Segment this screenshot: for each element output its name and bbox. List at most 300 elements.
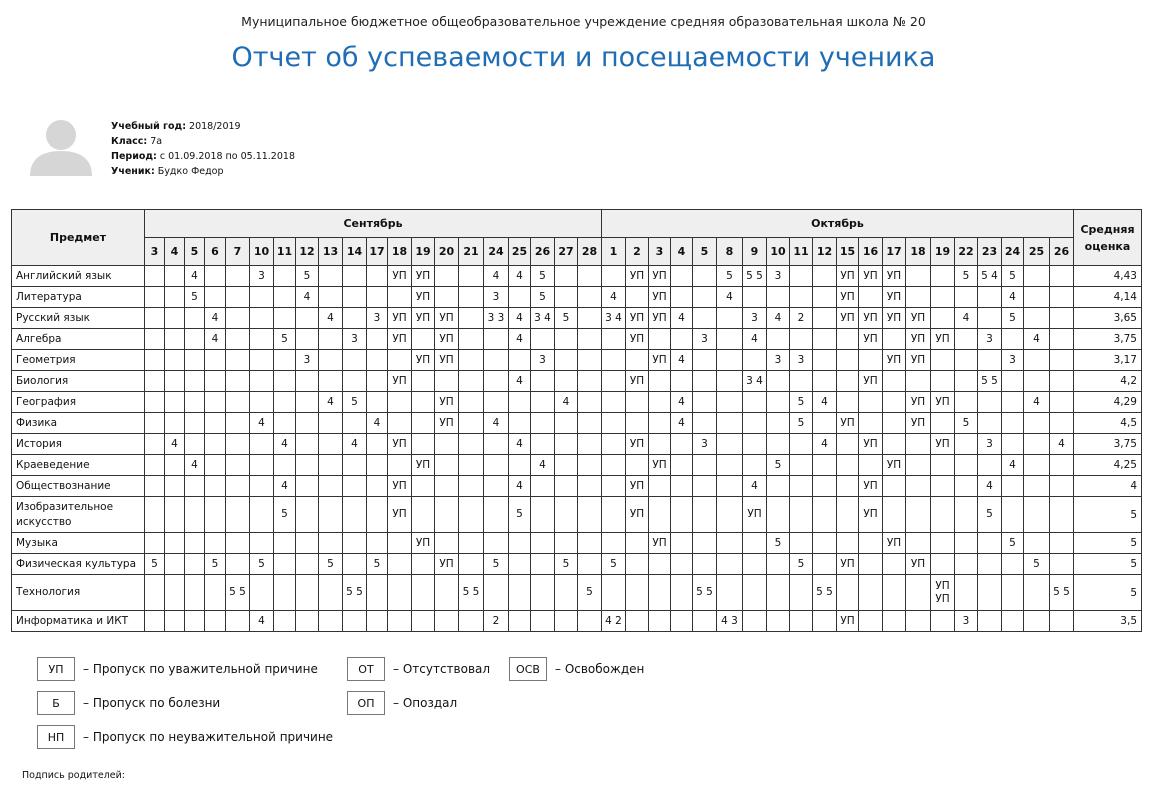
grade-cell: 4	[813, 434, 837, 455]
subject-name: Краеведение	[12, 455, 145, 476]
grade-cell	[165, 371, 185, 392]
legend-item-ot	[347, 657, 490, 681]
grade-cell	[274, 611, 296, 632]
grade-cell	[813, 476, 837, 497]
table-row	[12, 371, 1142, 392]
grade-cell	[435, 611, 459, 632]
grade-cell	[319, 476, 343, 497]
grade-cell	[555, 533, 578, 554]
grade-cell	[459, 266, 484, 287]
grade-cell: 5	[790, 413, 813, 434]
grade-cell	[367, 371, 388, 392]
grade-cell	[459, 476, 484, 497]
grade-cell	[931, 287, 955, 308]
grade-cell	[343, 611, 367, 632]
day-header: 24	[1002, 238, 1024, 266]
grade-cell	[693, 371, 717, 392]
student-line	[111, 164, 295, 179]
day-header: 12	[296, 238, 319, 266]
grade-cell	[671, 533, 693, 554]
grade-cell	[859, 575, 883, 611]
grade-cell	[205, 392, 226, 413]
table-row	[12, 266, 1142, 287]
grade-cell: 4	[205, 308, 226, 329]
grade-cell	[693, 392, 717, 413]
grade-cell	[1050, 455, 1074, 476]
grade-cell	[412, 392, 435, 413]
grade-cell	[367, 266, 388, 287]
grade-cell: 5	[250, 554, 274, 575]
grade-cell	[412, 611, 435, 632]
grade-cell	[319, 266, 343, 287]
grade-cell	[671, 611, 693, 632]
grade-cell: 4	[274, 476, 296, 497]
grade-cell	[767, 575, 790, 611]
grade-cell	[671, 497, 693, 533]
average-grade: 5	[1074, 497, 1142, 533]
grade-cell: 4	[1002, 287, 1024, 308]
school-year-line	[111, 119, 295, 134]
grade-cell	[693, 611, 717, 632]
grade-cell	[883, 371, 906, 392]
grade-cell	[343, 287, 367, 308]
grade-cell	[1024, 533, 1050, 554]
grade-cell: 5	[367, 554, 388, 575]
grade-cell	[226, 434, 250, 455]
grade-cell	[813, 554, 837, 575]
legend-item-np	[37, 725, 333, 749]
grade-cell	[185, 611, 205, 632]
grade-cell	[978, 455, 1002, 476]
legend-item-b	[37, 691, 220, 715]
grade-cell: 5	[555, 554, 578, 575]
grade-cell: 5 5	[693, 575, 717, 611]
grade-cell	[717, 476, 743, 497]
grade-cell	[145, 392, 165, 413]
grade-cell	[367, 329, 388, 350]
grade-cell	[555, 434, 578, 455]
grade-cell	[931, 554, 955, 575]
grade-cell	[250, 287, 274, 308]
class-line	[111, 134, 295, 149]
day-header: 10	[767, 238, 790, 266]
grade-cell	[388, 413, 412, 434]
grade-cell	[859, 533, 883, 554]
grade-cell	[388, 533, 412, 554]
grade-cell	[412, 497, 435, 533]
grade-cell	[343, 350, 367, 371]
grade-cell: 5 5	[343, 575, 367, 611]
grade-cell	[367, 575, 388, 611]
parent-signature-label: Подпись родителей:	[22, 770, 126, 781]
grade-cell	[145, 533, 165, 554]
subject-name: Алгебра	[12, 329, 145, 350]
grade-cell	[226, 371, 250, 392]
grade-cell	[388, 611, 412, 632]
grade-cell	[790, 611, 813, 632]
grade-cell	[693, 413, 717, 434]
grade-cell: УП	[412, 308, 435, 329]
grade-cell	[1050, 413, 1074, 434]
grade-cell	[978, 308, 1002, 329]
grade-cell	[165, 329, 185, 350]
average-grade: 3,75	[1074, 329, 1142, 350]
grade-cell	[484, 575, 509, 611]
grade-cell	[859, 455, 883, 476]
grade-cell: 3	[484, 287, 509, 308]
student-label: Ученик:	[111, 166, 155, 177]
grade-cell: 4	[250, 413, 274, 434]
grade-cell	[1050, 308, 1074, 329]
grade-cell: 4	[484, 413, 509, 434]
grade-cell	[343, 308, 367, 329]
grade-cell	[931, 371, 955, 392]
grade-cell: УП	[859, 371, 883, 392]
period-value: с 01.09.2018 по 05.11.2018	[159, 151, 295, 162]
grade-cell: 5	[602, 554, 626, 575]
grade-cell: УП	[859, 329, 883, 350]
grade-cell	[931, 476, 955, 497]
grade-cell	[767, 371, 790, 392]
grade-cell	[459, 413, 484, 434]
grade-cell	[435, 497, 459, 533]
grade-cell	[671, 371, 693, 392]
grade-cell	[367, 350, 388, 371]
grade-cell	[578, 308, 602, 329]
grade-cell	[165, 497, 185, 533]
grade-cell	[226, 611, 250, 632]
grade-cell: 4	[555, 392, 578, 413]
day-header: 19	[412, 238, 435, 266]
grade-cell	[693, 266, 717, 287]
grade-cell	[509, 554, 531, 575]
grade-cell	[578, 371, 602, 392]
grade-cell	[145, 350, 165, 371]
grade-cell	[484, 497, 509, 533]
grade-cell: УП	[837, 611, 859, 632]
table-row	[12, 497, 1142, 533]
legend-code-osv: ОСВ	[509, 657, 547, 681]
grade-cell: 5 5	[743, 266, 767, 287]
grade-cell	[484, 329, 509, 350]
grade-cell	[185, 308, 205, 329]
subject-name: Биология	[12, 371, 145, 392]
grade-cell	[185, 533, 205, 554]
grade-cell: 3	[978, 329, 1002, 350]
grade-cell	[509, 611, 531, 632]
grade-cell	[837, 455, 859, 476]
legend-text-osv: – Освобожден	[555, 662, 645, 676]
grade-cell: УП	[435, 329, 459, 350]
day-header: 20	[435, 238, 459, 266]
grade-cell	[296, 554, 319, 575]
grade-cell	[883, 554, 906, 575]
grade-cell	[250, 533, 274, 554]
grade-cell	[484, 371, 509, 392]
grade-cell: 3 4	[531, 308, 555, 329]
grade-cell	[649, 329, 671, 350]
grade-cell: 4	[205, 329, 226, 350]
grade-cell	[205, 266, 226, 287]
grade-cell: 4	[671, 308, 693, 329]
grade-cell	[1050, 554, 1074, 575]
grade-cell	[883, 392, 906, 413]
grade-cell	[978, 575, 1002, 611]
grade-cell	[484, 350, 509, 371]
grade-cell	[906, 611, 931, 632]
grade-cell	[435, 476, 459, 497]
legend-text-op: – Опоздал	[393, 696, 458, 710]
grade-cell	[955, 287, 978, 308]
grade-cell	[671, 329, 693, 350]
day-header: 4	[671, 238, 693, 266]
grade-cell	[274, 413, 296, 434]
grade-cell	[555, 413, 578, 434]
grade-cell	[1050, 392, 1074, 413]
grade-cell	[226, 392, 250, 413]
subject-name: Английский язык	[12, 266, 145, 287]
grade-cell: УП	[859, 476, 883, 497]
grade-cell	[296, 497, 319, 533]
grade-cell	[767, 413, 790, 434]
grade-cell	[555, 266, 578, 287]
grade-cell	[578, 287, 602, 308]
grade-cell	[1050, 350, 1074, 371]
grade-cell: УП	[837, 554, 859, 575]
grade-cell	[671, 287, 693, 308]
average-grade: 4,29	[1074, 392, 1142, 413]
day-header: 12	[813, 238, 837, 266]
grade-cell	[185, 371, 205, 392]
grade-cell	[626, 533, 649, 554]
grade-cell	[906, 266, 931, 287]
average-grade: 3,75	[1074, 434, 1142, 455]
grade-cell	[226, 329, 250, 350]
legend-code-op: ОП	[347, 691, 385, 715]
grade-cell	[165, 455, 185, 476]
grade-cell: 5	[955, 413, 978, 434]
subject-name: История	[12, 434, 145, 455]
grade-cell	[883, 611, 906, 632]
grade-cell: УП	[388, 497, 412, 533]
grade-cell: 4	[671, 350, 693, 371]
grade-cell	[743, 575, 767, 611]
grade-cell	[1002, 371, 1024, 392]
grade-cell	[205, 533, 226, 554]
grade-cell: 3 4	[743, 371, 767, 392]
grade-cell	[1024, 287, 1050, 308]
grade-cell: УП	[626, 329, 649, 350]
grade-cell: 4	[1024, 392, 1050, 413]
grade-cell	[388, 392, 412, 413]
table-row	[12, 554, 1142, 575]
grade-cell	[250, 575, 274, 611]
grade-cell: УП	[435, 554, 459, 575]
grade-cell	[626, 611, 649, 632]
grade-cell	[435, 533, 459, 554]
subject-name: Физика	[12, 413, 145, 434]
grade-cell	[578, 392, 602, 413]
grade-cell	[767, 554, 790, 575]
grade-cell	[296, 611, 319, 632]
grade-cell	[602, 476, 626, 497]
grade-cell	[319, 287, 343, 308]
day-header: 26	[531, 238, 555, 266]
grade-cell: УП	[649, 287, 671, 308]
grade-cell	[1024, 308, 1050, 329]
grade-cell: 4	[743, 329, 767, 350]
grade-cell	[1002, 329, 1024, 350]
grade-cell	[837, 434, 859, 455]
subject-name: Информатика и ИКТ	[12, 611, 145, 632]
grade-cell	[435, 371, 459, 392]
grades-table	[11, 209, 1142, 632]
grade-cell	[145, 266, 165, 287]
day-header: 16	[859, 238, 883, 266]
grade-cell	[145, 476, 165, 497]
grade-cell: УП	[388, 329, 412, 350]
grade-cell: 4	[1050, 434, 1074, 455]
grade-cell	[859, 350, 883, 371]
report-title: Отчет об успеваемости и посещаемости ученика	[231, 42, 936, 73]
grade-cell	[531, 413, 555, 434]
grade-cell	[883, 476, 906, 497]
grade-cell	[459, 350, 484, 371]
day-header: 28	[578, 238, 602, 266]
grade-cell	[626, 392, 649, 413]
grade-cell: УП	[906, 350, 931, 371]
table-row	[12, 434, 1142, 455]
grade-cell: УП	[931, 434, 955, 455]
grade-cell	[671, 575, 693, 611]
grade-cell	[602, 350, 626, 371]
grade-cell	[185, 392, 205, 413]
table-row	[12, 611, 1142, 632]
grade-cell: 5	[205, 554, 226, 575]
day-header: 22	[955, 238, 978, 266]
day-header: 11	[274, 238, 296, 266]
grade-cell	[388, 554, 412, 575]
grade-cell	[883, 434, 906, 455]
grade-cell	[250, 350, 274, 371]
grade-cell	[484, 455, 509, 476]
grade-cell: УП	[931, 392, 955, 413]
grade-cell	[274, 266, 296, 287]
day-header: 9	[743, 238, 767, 266]
grade-cell: УП	[906, 329, 931, 350]
grade-cell	[1002, 413, 1024, 434]
grade-cell	[693, 554, 717, 575]
grade-cell	[649, 497, 671, 533]
grade-cell	[693, 497, 717, 533]
grade-cell	[274, 287, 296, 308]
grade-cell	[931, 308, 955, 329]
class-label: Класс:	[111, 136, 148, 147]
grade-cell: УП	[626, 371, 649, 392]
grade-cell: 4	[531, 455, 555, 476]
grade-cell	[931, 533, 955, 554]
grade-cell	[931, 497, 955, 533]
grade-cell	[906, 575, 931, 611]
grade-cell	[813, 371, 837, 392]
average-grade: 4,43	[1074, 266, 1142, 287]
student-value: Будко Федор	[157, 166, 224, 177]
grade-cell	[602, 413, 626, 434]
grade-cell	[813, 533, 837, 554]
grade-cell: 4	[296, 287, 319, 308]
grade-cell	[165, 413, 185, 434]
grade-cell	[813, 308, 837, 329]
grade-cell	[626, 575, 649, 611]
grade-cell: УП	[435, 308, 459, 329]
grade-cell	[1002, 392, 1024, 413]
grade-cell: 4	[250, 611, 274, 632]
grade-cell	[509, 413, 531, 434]
grade-cell: УП	[412, 350, 435, 371]
grade-cell	[145, 329, 165, 350]
subject-name: География	[12, 392, 145, 413]
grade-cell	[388, 455, 412, 476]
grade-cell	[459, 554, 484, 575]
average-grade: 5	[1074, 533, 1142, 554]
grade-cell	[1002, 611, 1024, 632]
grade-cell	[578, 413, 602, 434]
grade-cell	[367, 434, 388, 455]
grade-cell	[205, 434, 226, 455]
grade-cell	[165, 533, 185, 554]
grade-cell	[978, 554, 1002, 575]
grade-cell	[717, 329, 743, 350]
grade-cell	[484, 392, 509, 413]
grade-cell: УП	[649, 308, 671, 329]
grade-cell	[767, 392, 790, 413]
grade-cell: УП	[388, 434, 412, 455]
grade-cell	[790, 533, 813, 554]
grade-cell: 3 3	[484, 308, 509, 329]
grade-cell	[578, 611, 602, 632]
grade-cell	[693, 533, 717, 554]
grade-cell: УП	[412, 266, 435, 287]
grade-cell	[649, 476, 671, 497]
grade-cell	[578, 533, 602, 554]
grade-cell	[955, 371, 978, 392]
average-column-header: Средняя оценка	[1074, 210, 1142, 266]
grade-cell	[837, 329, 859, 350]
grade-cell: 5	[185, 287, 205, 308]
period-line	[111, 149, 295, 164]
grade-cell	[555, 611, 578, 632]
grade-cell	[693, 476, 717, 497]
grade-cell	[226, 533, 250, 554]
grade-cell	[250, 371, 274, 392]
grade-cell: 4	[509, 308, 531, 329]
grade-cell	[578, 266, 602, 287]
day-header: 5	[693, 238, 717, 266]
grade-cell: 5	[343, 392, 367, 413]
legend-text-ot: – Отсутствовал	[393, 662, 491, 676]
grade-cell	[883, 575, 906, 611]
subject-column-header: Предмет	[12, 210, 145, 266]
grade-cell	[837, 497, 859, 533]
grade-cell	[531, 434, 555, 455]
table-row	[12, 329, 1142, 350]
grade-cell	[367, 533, 388, 554]
grade-cell	[837, 392, 859, 413]
grade-cell: 4	[509, 371, 531, 392]
grade-cell: 4	[484, 266, 509, 287]
grade-cell	[274, 371, 296, 392]
grade-cell	[250, 455, 274, 476]
